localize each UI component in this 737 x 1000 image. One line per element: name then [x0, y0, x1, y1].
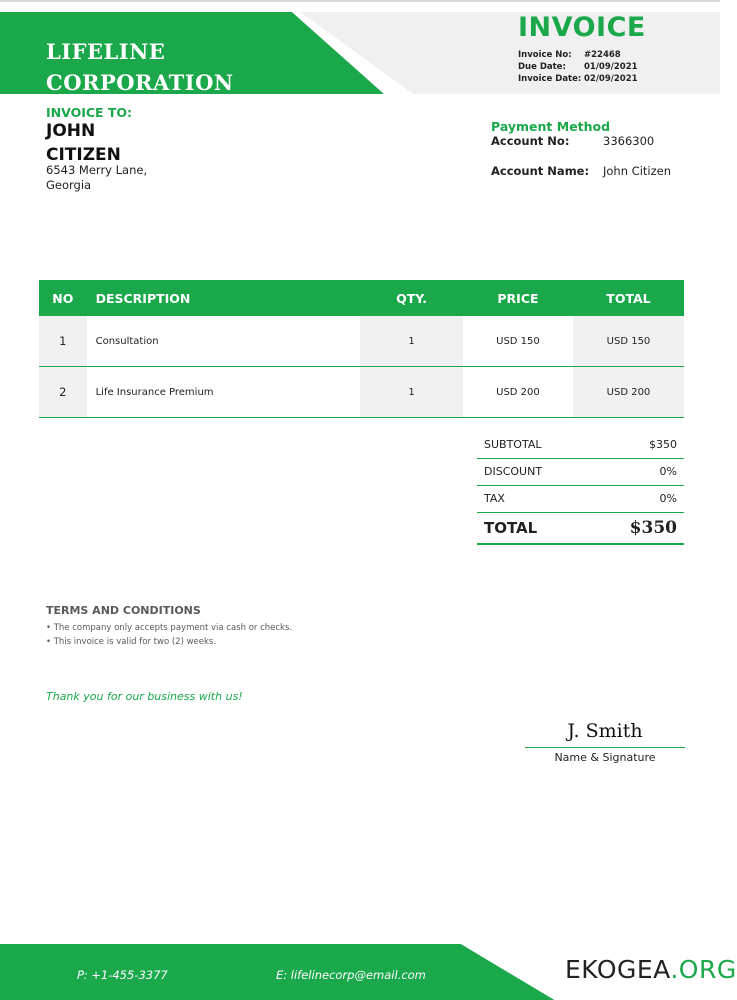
due-date: 01/09/2021: [584, 62, 638, 72]
footer-phone: P: +1-455-3377: [77, 968, 168, 982]
grand-total-label: TOTAL: [484, 519, 538, 537]
table-header-row: [39, 280, 684, 316]
footer-email: E: lifelinecorp@email.com: [276, 968, 426, 982]
row-price: USD 200: [463, 367, 573, 418]
tax-value: 0%: [659, 492, 677, 505]
subtotal-value: $350: [649, 438, 677, 451]
watermark-logo: [565, 955, 737, 984]
due-date-row: [518, 61, 638, 73]
row-description: Life Insurance Premium: [87, 367, 360, 418]
subtotal-label: SUBTOTAL: [484, 438, 542, 451]
signature-line: [525, 747, 685, 748]
row-description: Consultation: [87, 316, 360, 367]
company-name: LIFELINE CORPORATION: [46, 39, 234, 95]
totals-block: [477, 432, 684, 545]
invoice-to-label: INVOICE TO:: [46, 105, 133, 120]
row-price: USD 150: [463, 316, 573, 367]
grand-total-value: $350: [629, 518, 677, 538]
invoice-meta: [518, 49, 638, 85]
row-qty: 1: [360, 367, 463, 418]
header-no: NO: [39, 280, 87, 316]
signature-label: Name & Signature: [554, 751, 656, 764]
account-no-label: Account No:: [491, 134, 570, 148]
signature-name: J. Smith: [567, 720, 643, 742]
tax-label: TAX: [484, 492, 505, 505]
invoice-date-row: [518, 73, 638, 85]
account-no: 3366300: [603, 134, 655, 148]
header-description: DESCRIPTION: [87, 280, 360, 316]
invoice-number: #22468: [584, 50, 621, 60]
row-no: 2: [39, 367, 87, 418]
account-name-row: [491, 164, 671, 178]
client-address: 6543 Merry Lane, Georgia: [46, 163, 148, 192]
items-table: [39, 280, 684, 418]
term-item: • The company only accepts payment via cash or checks.: [46, 623, 293, 633]
thank-you-note: Thank you for our business with us!: [46, 690, 243, 703]
client-name: JOHN CITIZEN: [46, 121, 121, 165]
watermark-text: EKOGEA: [565, 955, 671, 984]
header-total: TOTAL: [573, 280, 684, 316]
terms-list: [46, 621, 292, 649]
header-price: PRICE: [463, 280, 573, 316]
meta-label: Due Date:: [518, 62, 566, 72]
row-no: 1: [39, 316, 87, 367]
grand-total-row: [477, 513, 684, 545]
table-row: [39, 367, 684, 418]
account-name: John Citizen: [603, 164, 671, 178]
account-name-label: Account Name:: [491, 164, 590, 178]
meta-label: Invoice No:: [518, 50, 572, 60]
watermark-domain: .ORG: [670, 955, 737, 984]
payment-method-label: Payment Method: [491, 119, 611, 134]
row-qty: 1: [360, 316, 463, 367]
table-row: [39, 316, 684, 367]
invoice-title: INVOICE: [518, 12, 646, 43]
top-border: [0, 0, 720, 2]
subtotal-row: [477, 432, 684, 459]
row-total: USD 200: [573, 367, 684, 418]
discount-label: DISCOUNT: [484, 465, 543, 478]
account-no-row: [491, 134, 654, 148]
discount-row: [477, 459, 684, 486]
term-item: • This invoice is valid for two (2) weeks.: [46, 637, 217, 647]
invoice-date: 02/09/2021: [584, 74, 638, 84]
tax-row: [477, 486, 684, 513]
row-total: USD 150: [573, 316, 684, 367]
invoice-number-row: [518, 49, 638, 61]
header-qty: QTY.: [360, 280, 463, 316]
terms-title: TERMS AND CONDITIONS: [46, 604, 201, 617]
discount-value: 0%: [659, 465, 677, 478]
meta-label: Invoice Date:: [518, 74, 582, 84]
